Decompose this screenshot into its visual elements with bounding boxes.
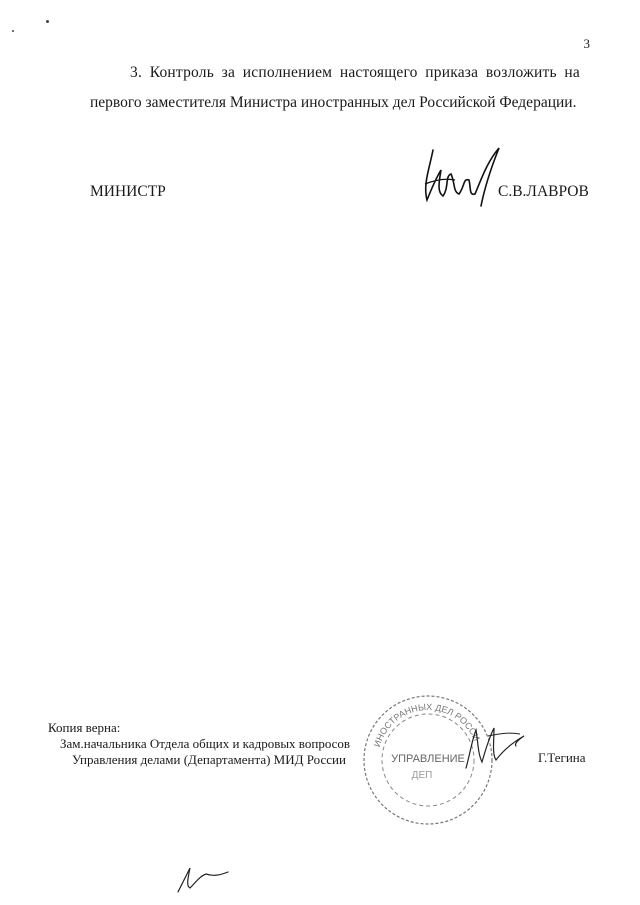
order-paragraph-line-2: первого заместителя Министра иностранных дел Российской Федерации. <box>90 94 577 111</box>
certifier-name: Г.Тегина <box>538 750 586 765</box>
svg-text:ИНОСТРАННЫХ ДЕЛ РОССИ: ИНОСТРАННЫХ ДЕЛ РОССИ <box>371 701 482 749</box>
certifier-signature <box>458 718 528 778</box>
minister-title: МИНИСТР <box>90 183 166 200</box>
svg-text:ДЕП: ДЕП <box>411 770 433 781</box>
scan-speck <box>12 30 14 32</box>
certifier-position-line-2: Управления делами (Департамента) МИД России <box>72 752 346 767</box>
page-number: 3 <box>583 36 590 51</box>
copy-certified-label: Копия верна: <box>48 720 121 735</box>
minister-name: С.В.ЛАВРОВ <box>498 183 589 200</box>
order-paragraph-line-1: 3. Контроль за исполнением настоящего приказа возложить на <box>130 64 580 81</box>
minister-signature <box>415 140 505 220</box>
certifier-position-line-1: Зам.начальника Отдела общих и кадровых вопросов <box>60 736 351 751</box>
initials-mark <box>172 858 232 898</box>
svg-text:УПРАВЛЕНИЕ: УПРАВЛЕНИЕ <box>391 753 465 765</box>
scan-speck <box>46 20 49 23</box>
